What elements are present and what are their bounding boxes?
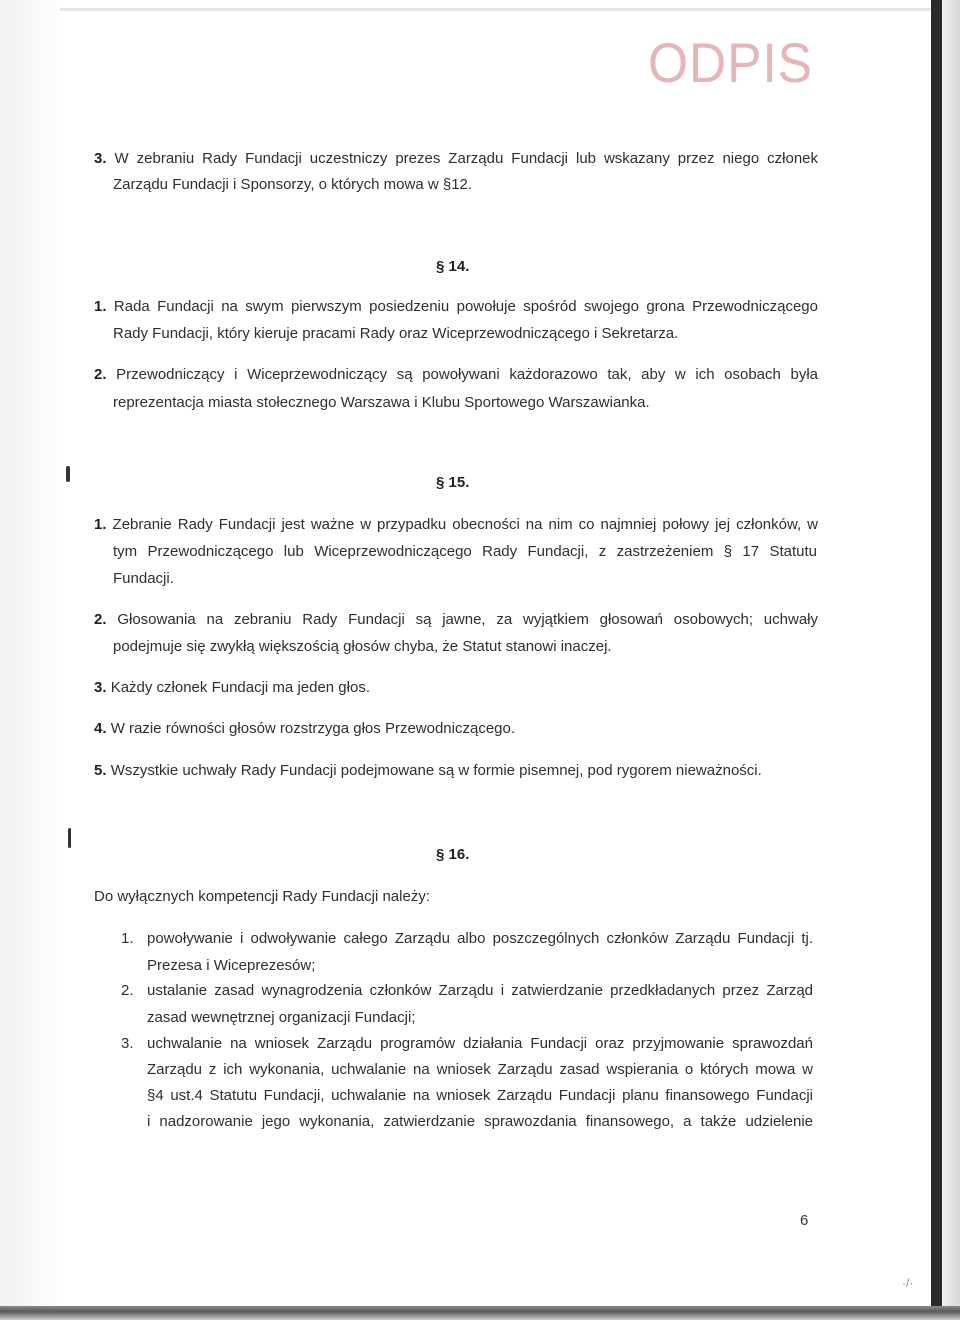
paragraph-line: Fundacji.	[113, 570, 174, 587]
list-item-line: ustalanie zasad wynagrodzenia członków Zarządu i zatwierdzanie przedkładanych przez Zarząd	[147, 982, 813, 999]
item-number: 3.	[94, 679, 107, 696]
item-number: 2.	[94, 611, 107, 628]
item-text: Rada Fundacji na swym pierwszym posiedzeniu powołuje spośród swojego grona Przewodniczącego	[113, 298, 818, 315]
punch-hole-mark	[68, 828, 71, 848]
paragraph-line: tym Przewodniczącego lub Wiceprzewodniczącego Rady Fundacji, z zastrzeżeniem § 17 Statutu	[113, 543, 817, 560]
list-item-line: uchwalanie na wniosek Zarządu programów działania Fundacji oraz przyjmowanie sprawozdań	[147, 1035, 813, 1052]
list-number: 3.	[121, 1035, 134, 1052]
list-item-line: i nadzorowanie jego wykonania, zatwierdzanie sprawozdania finansowego, a także udzielenie	[147, 1113, 813, 1130]
paragraph-line	[94, 611, 818, 629]
item-number: 4.	[94, 720, 107, 737]
paragraph-line: podejmuje się zwykłą większością głosów chyba, że Statut stanowi inaczej.	[113, 638, 612, 655]
section-intro: Do wyłącznych kompetencji Rady Fundacji należy:	[94, 888, 430, 905]
paragraph-line	[94, 366, 818, 384]
paragraph-line	[94, 720, 515, 738]
item-number: 2.	[94, 366, 107, 383]
paragraph-line: Zarządu Fundacji i Sponsorzy, o których mowa w §12.	[113, 176, 473, 193]
item-text: W zebraniu Rady Fundacji uczestniczy prezes Zarządu Fundacji lub wskazany przez niego członek	[114, 150, 819, 167]
list-number: 1.	[121, 930, 134, 947]
odpis-stamp: ODPIS	[648, 31, 813, 94]
list-item-line: powoływanie i odwoływanie całego Zarządu albo poszczególnych członków Zarządu Fundacji tj.	[147, 930, 813, 947]
paragraph-line	[94, 298, 818, 316]
paragraph-line	[94, 516, 818, 534]
scan-edge-bottom	[0, 1306, 960, 1320]
paragraph-line	[94, 679, 370, 697]
section-heading: § 14.	[436, 258, 470, 275]
section-heading: § 16.	[436, 846, 470, 863]
section-heading: § 15.	[436, 474, 470, 491]
item-number: 3.	[94, 150, 107, 167]
paragraph-line	[94, 762, 762, 780]
list-item-line: Prezesa i Wiceprezesów;	[147, 957, 316, 974]
item-number: 1.	[94, 298, 107, 315]
scan-edge-top	[60, 8, 940, 11]
item-text: Głosowania na zebraniu Rady Fundacji są jawne, za wyjątkiem głosowań osobowych; uchwały	[117, 611, 818, 628]
list-item-line: §4 ust.4 Statutu Fundacji, uchwalanie na wniosek Zarządu Fundacji planu finansowego Fundacji	[147, 1087, 813, 1104]
list-item-line: Zarządu z ich wykonania, uchwalanie na wniosek Zarządu zasad wspierania o których mowa w	[147, 1061, 813, 1078]
item-number: 1.	[94, 516, 107, 533]
scan-edge-right-bar	[931, 0, 942, 1310]
item-number: 5.	[94, 762, 107, 779]
page-number: 6	[800, 1212, 809, 1229]
list-number: 2.	[121, 982, 134, 999]
item-text: Każdy członek Fundacji ma jeden głos.	[110, 679, 370, 696]
punch-hole-mark	[66, 466, 70, 482]
list-item-line: zasad wewnętrznej organizacji Fundacji;	[147, 1009, 416, 1026]
item-text: Zebranie Rady Fundacji jest ważne w przypadku obecności na nim co najmniej połowy jej członków, w	[112, 516, 818, 533]
paragraph-line: Rady Fundacji, który kieruje pracami Rady oraz Wiceprzewodniczącego i Sekretarza.	[113, 325, 679, 342]
item-text: W razie równości głosów rozstrzyga głos Przewodniczącego.	[110, 720, 516, 737]
item-text: Wszystkie uchwały Rady Fundacji podejmowane są w formie pisemnej, pod rygorem nieważności.	[110, 762, 762, 779]
item-text: Przewodniczący i Wiceprzewodniczący są powoływani każdorazowo tak, aby w ich osobach była	[116, 366, 818, 383]
scan-edge-left	[0, 0, 66, 1320]
paragraph-line: reprezentacja miasta stołecznego Warszawa i Klubu Sportowego Warszawianka.	[113, 394, 650, 411]
corner-scan-mark: ·/·	[902, 1276, 914, 1290]
paragraph-line	[94, 150, 818, 168]
